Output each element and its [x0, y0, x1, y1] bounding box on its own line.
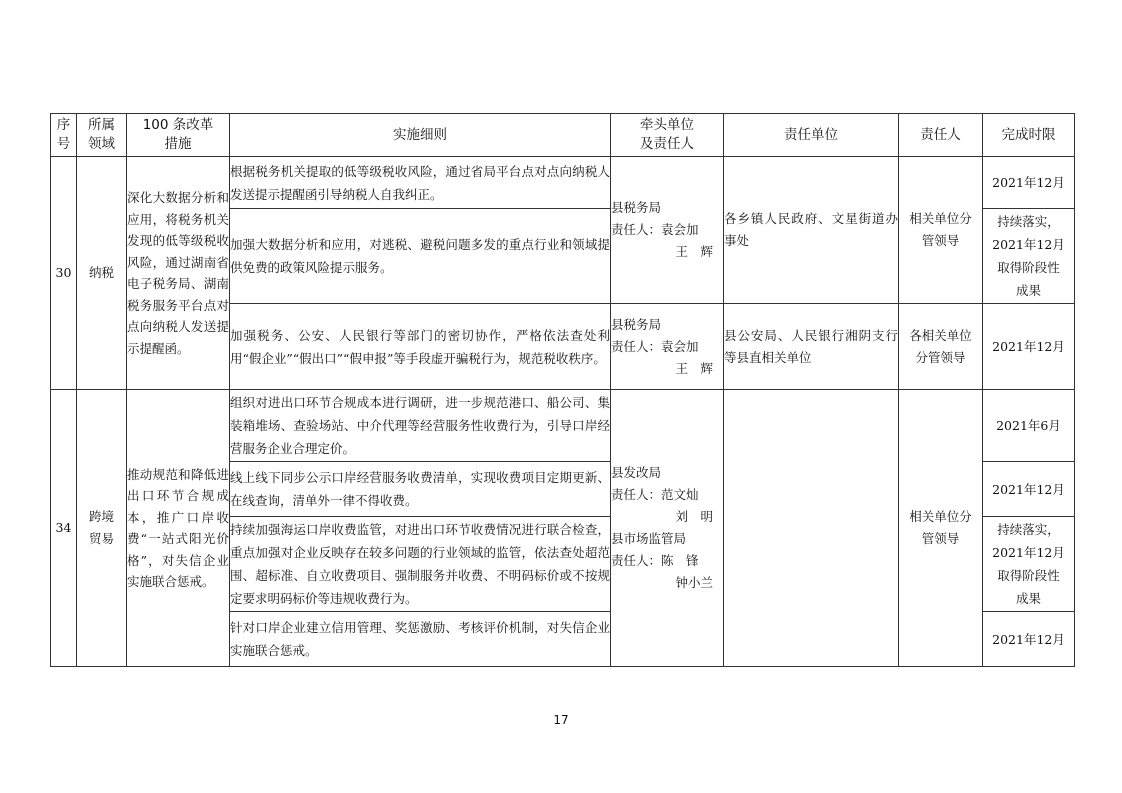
header-units: 责任单位	[724, 114, 899, 157]
domain-cell: 跨境 贸易	[77, 390, 127, 667]
detail-cell: 针对口岸企业建立信用管理、奖惩激励、考核评价机制，对失信企业实施联合惩戒。	[230, 612, 611, 667]
deadline-cell: 2021年6月	[983, 390, 1075, 462]
detail-cell: 线上线下同步公示口岸经营服务收费清单，实现收费项目定期更新、在线查询，清单外一律不得收费。	[230, 462, 611, 517]
header-domain: 所属 领域	[77, 114, 127, 157]
deadline-cell: 2021年12月	[983, 462, 1075, 517]
reform-measures-table	[50, 113, 1075, 667]
table-header-row	[51, 114, 1075, 157]
detail-cell: 根据税务机关提取的低等级税收风险，通过省局平台点对点向纳税人发送提示提醒函引导纳税人自我纠正。	[230, 157, 611, 209]
table-row	[51, 157, 1075, 209]
deadline-cell: 2021年12月	[983, 304, 1075, 390]
header-details: 实施细则	[230, 114, 611, 157]
deadline-cell: 2021年12月	[983, 157, 1075, 209]
measure-cell: 推动规范和降低进出口环节合规成本，推广口岸收费“一站式阳光价格”，对失信企业实施联合惩戒。	[127, 390, 230, 667]
header-lead: 牵头单位 及责任人	[611, 114, 724, 157]
deadline-cell: 持续落实， 2021年12月 取得阶段性 成果	[983, 517, 1075, 612]
responsible-units-cell: 县公安局、人民银行湘阴支行等县直相关单位	[724, 304, 899, 390]
responsible-units-cell	[724, 390, 899, 667]
measure-cell: 深化大数据分析和应用，将税务机关发现的低等级税收风险，通过湖南省电子税务局、湖南税务服务平台点对点向纳税人发送提示提醒函。	[127, 157, 230, 390]
lead-unit-cell: 县税务局 责任人：袁会加 王 辉	[611, 304, 724, 390]
header-person: 责任人	[899, 114, 983, 157]
header-deadline: 完成时限	[983, 114, 1075, 157]
responsible-person-cell: 相关单位分 管领导	[899, 390, 983, 667]
page-number: 17	[553, 713, 569, 727]
responsible-person-cell: 相关单位分 管领导	[899, 157, 983, 304]
responsible-units-cell: 各乡镇人民政府、文星街道办事处	[724, 157, 899, 304]
lead-unit-cell: 县税务局 责任人：袁会加 王 辉	[611, 157, 724, 304]
deadline-cell: 2021年12月	[983, 612, 1075, 667]
header-measure: 100 条改革 措施	[127, 114, 230, 157]
detail-cell: 组织对进出口环节合规成本进行调研，进一步规范港口、船公司、集装箱堆场、查验场站、中介代理等经营服务性收费行为，引导口岸经营服务企业合理定价。	[230, 390, 611, 462]
lead-unit-cell: 县发改局 责任人：范文灿 刘 明 县市场监管局 责任人：陈 锋 钟小兰	[611, 390, 724, 667]
detail-cell: 加强大数据分析和应用，对逃税、避税问题多发的重点行业和领域提供免费的政策风险提示服务。	[230, 209, 611, 304]
domain-cell: 纳税	[77, 157, 127, 390]
seq-cell: 34	[51, 390, 77, 667]
detail-cell: 加强税务、公安、人民银行等部门的密切协作，严格依法查处利用“假企业”“假出口”“假申报”等手段虚开骗税行为，规范税收秩序。	[230, 304, 611, 390]
seq-cell: 30	[51, 157, 77, 390]
detail-cell: 持续加强海运口岸收费监管，对进出口环节收费情况进行联合检查，重点加强对企业反映存在较多问题的行业领域的监管，依法查处超范围、超标准、自立收费项目、强制服务并收费、不明码标价或不按规定要求明码标价等违规收费行为。	[230, 517, 611, 612]
responsible-person-cell: 各相关单位 分管领导	[899, 304, 983, 390]
table-row	[51, 390, 1075, 462]
deadline-cell: 持续落实， 2021年12月 取得阶段性 成果	[983, 209, 1075, 304]
header-seq: 序 号	[51, 114, 77, 157]
